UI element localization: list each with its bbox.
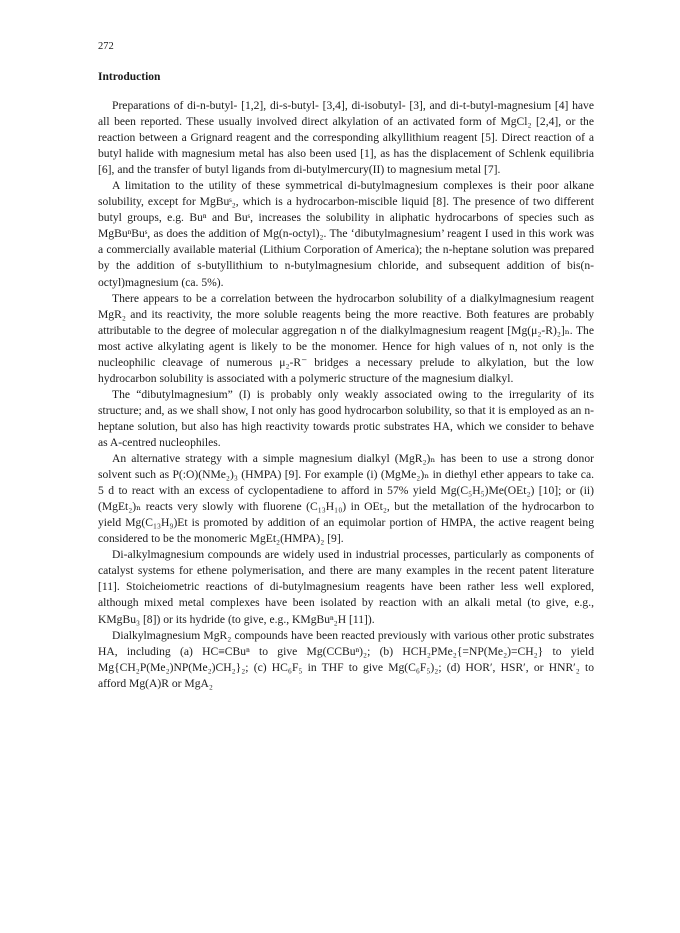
paragraph: A limitation to the utility of these symmetrical di-butylmagnesium complexes is their poor alkane solubility, except for MgBuˢ₂, which is a hydrocarbon-miscible liquid [8]. The presence of two different butyl groups, e.g. Buⁿ and Buˢ, increases the solubility in aliphatic hydrocarbons of species such as MgBuⁿBuˢ, as does the addition of Mg(n-octyl)₂. The ‘dibutylmagnesium’ reagent I used in this work was a commercially available material (Lithium Corporation of America); the n-heptane solution was prepared by the addition of s-butyllithium to n-butylmagnesium chloride, and subsequent addition of bis(n-octyl)magnesium (ca. 5%). — [98, 179, 594, 289]
paragraph: Preparations of di-n-butyl- [1,2], di-s-butyl- [3,4], di-isobutyl- [3], and di-t-butyl-magnesium [4] have all been reported. These usually involved direct alkylation of an activated form of MgCl₂ [2,4], or the reaction between a Grignard reagent and the corresponding alkyllithium reagent [5]. Direct reaction of a butyl halide with magnesium metal has also been used [1], as has the displacement of Schlenk equilibria [6], and the transfer of butyl ligands from di-butylmercury(II) to magnesium metal [7]. — [98, 99, 594, 177]
paragraph: The “dibutylmagnesium” (I) is probably only weakly associated owing to the irregularity of its structure; and, as we shall show, I not only has good hydrocarbon solubility, so that it is employed as an n-heptane solution, but also has high reactivity towards protic substrates HA, which we consider to behave as A-centred nucleophiles. — [98, 387, 594, 449]
document-page — [98, 40, 594, 692]
section-heading: Introduction — [98, 71, 161, 83]
paragraph: Di-alkylmagnesium compounds are widely used in industrial processes, particularly as components of catalyst systems for ethene polymerisation, and there are many examples in the recent patent literature [11]. Stoicheiometric reactions of di-butylmagnesium reagents have been rather less well explored, although mixed metal complexes have been isolated by reaction with an alkali metal (to give, e.g., KMgBu₃ [8]) or its hydride (to give, e.g., KMgBuⁿ₂H [11]). — [98, 548, 594, 626]
page-number: 272 — [98, 41, 114, 52]
paragraph: Dialkylmagnesium MgR₂ compounds have been reacted previously with various other protic substrates HA, including (a) HC≡CBuⁿ to give Mg(CCBuⁿ)₂; (b) HCH₂PMe₂{=NP(Me₂)=CH₂} to yield Mg{CH₂P(Me₂)NP(Me₂)CH₂}₂; (c) HC₆F₅ in THF to give Mg(C₆F₅)₂; (d) HOR′, HSR′, or HNR′₂ to afford Mg(A)R or MgA₂ — [98, 628, 594, 690]
paragraph: There appears to be a correlation between the hydrocarbon solubility of a dialkylmagnesium reagent MgR₂ and its reactivity, the more soluble reagents being the more reactive. Both features are probably attributable to the degree of molecular aggregation n of the dialkylmagnesium reagent [Mg(μ₂-R)₂]ₙ. The most active alkylating agent is likely to be the monomer. Hence for high values of n, not only is the nucleophilic cleavage of numerous μ₂-R⁻ bridges a necessary prelude to alkylation, but the low hydrocarbon solubility is associated with a polymeric structure of the magnesium dialkyl. — [98, 291, 594, 385]
body-text — [98, 98, 594, 692]
paragraph: An alternative strategy with a simple magnesium dialkyl (MgR₂)ₙ has been to use a strong donor solvent such as P(:O)(NMe₂)₃ (HMPA) [9]. For example (i) (MgMe₂)ₙ in diethyl ether appears to take ca. 5 d to react with an excess of cyclopentadiene to afford in 57% yield Mg(C₅H₅)Me(OEt₂) [10]; or (ii) (MgEt₂)ₙ reacts very slowly with fluorene (C₁₃H₁₀) in OEt₂, but the metallation of the hydrocarbon to yield Mg(C₁₃H₉)Et is promoted by addition of an equimolar portion of HMPA, the active reagent being considered to be the monomeric MgEt₂(HMPA)₂ [9]. — [98, 452, 594, 546]
